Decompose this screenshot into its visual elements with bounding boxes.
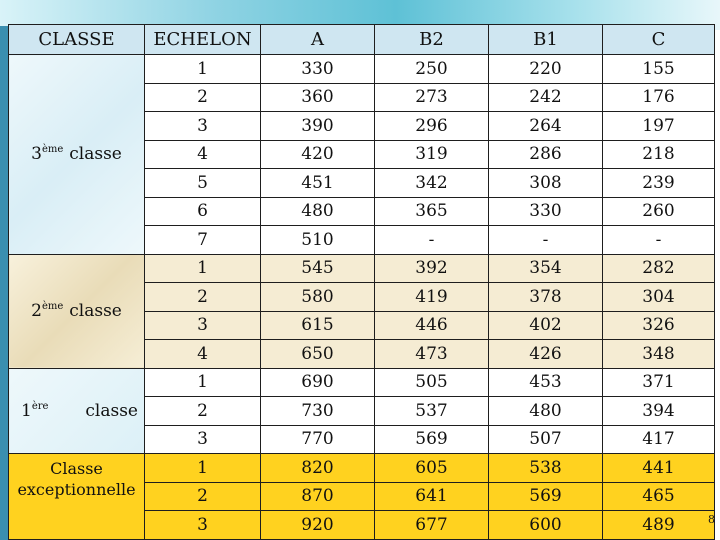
cell-echelon: 2 <box>145 397 261 426</box>
header-b2: B2 <box>375 25 489 55</box>
cell-c: 465 <box>603 482 715 511</box>
cell-a: 390 <box>261 112 375 141</box>
cell-b2: 342 <box>375 169 489 198</box>
cell-b1: 286 <box>489 140 603 169</box>
cell-c: 371 <box>603 368 715 397</box>
cell-echelon: 7 <box>145 226 261 255</box>
cell-echelon: 2 <box>145 283 261 312</box>
cell-a: 820 <box>261 454 375 483</box>
cell-b1: 354 <box>489 254 603 283</box>
cell-c: 489 <box>603 511 715 540</box>
cell-b1: - <box>489 226 603 255</box>
cell-b2: 273 <box>375 83 489 112</box>
cell-echelon: 1 <box>145 254 261 283</box>
cell-c: 155 <box>603 55 715 84</box>
table-row <box>9 55 715 84</box>
cell-a: 510 <box>261 226 375 255</box>
cell-b1: 402 <box>489 311 603 340</box>
cell-b1: 426 <box>489 340 603 369</box>
cell-b1: 378 <box>489 283 603 312</box>
group-label-2eme-classe: 2ème classe <box>9 254 145 368</box>
cell-c: 282 <box>603 254 715 283</box>
cell-c: 218 <box>603 140 715 169</box>
group-label-1ere-classe: 1ère classe <box>9 368 145 454</box>
cell-b2: 537 <box>375 397 489 426</box>
cell-b2: 392 <box>375 254 489 283</box>
cell-a: 360 <box>261 83 375 112</box>
cell-echelon: 2 <box>145 83 261 112</box>
cell-b1: 453 <box>489 368 603 397</box>
header-row <box>9 25 715 55</box>
cell-b1: 507 <box>489 425 603 454</box>
cell-c: 326 <box>603 311 715 340</box>
cell-b1: 264 <box>489 112 603 141</box>
group-label-3eme-classe: 3ème classe <box>9 55 145 255</box>
cell-b1: 330 <box>489 197 603 226</box>
cell-c: 260 <box>603 197 715 226</box>
cell-c: - <box>603 226 715 255</box>
cell-b2: 605 <box>375 454 489 483</box>
cell-b2: 365 <box>375 197 489 226</box>
cell-c: 417 <box>603 425 715 454</box>
cell-b1: 480 <box>489 397 603 426</box>
header-a: A <box>261 25 375 55</box>
cell-echelon: 6 <box>145 197 261 226</box>
cell-echelon: 2 <box>145 482 261 511</box>
cell-echelon: 1 <box>145 55 261 84</box>
cell-a: 480 <box>261 197 375 226</box>
cell-echelon: 4 <box>145 340 261 369</box>
cell-b1: 242 <box>489 83 603 112</box>
cell-b2: 250 <box>375 55 489 84</box>
cell-b1: 600 <box>489 511 603 540</box>
cell-a: 650 <box>261 340 375 369</box>
cell-echelon: 3 <box>145 311 261 340</box>
cell-a: 730 <box>261 397 375 426</box>
cell-a: 615 <box>261 311 375 340</box>
cell-c: 348 <box>603 340 715 369</box>
cell-c: 239 <box>603 169 715 198</box>
cell-b2: 505 <box>375 368 489 397</box>
cell-b1: 308 <box>489 169 603 198</box>
cell-a: 451 <box>261 169 375 198</box>
cell-echelon: 5 <box>145 169 261 198</box>
table-row <box>9 454 715 483</box>
cell-b2: 319 <box>375 140 489 169</box>
cell-c: 304 <box>603 283 715 312</box>
cell-a: 420 <box>261 140 375 169</box>
cell-a: 580 <box>261 283 375 312</box>
cell-a: 545 <box>261 254 375 283</box>
header-echelon: ECHELON <box>145 25 261 55</box>
cell-b2: 419 <box>375 283 489 312</box>
cell-a: 920 <box>261 511 375 540</box>
group-label-classe-exceptionnelle: Classe exceptionnelle <box>9 454 145 540</box>
table-row <box>9 368 715 397</box>
cell-echelon: 3 <box>145 511 261 540</box>
salary-grid-table <box>8 24 715 540</box>
cell-b1: 569 <box>489 482 603 511</box>
cell-c: 441 <box>603 454 715 483</box>
table-row <box>9 254 715 283</box>
cell-b2: 446 <box>375 311 489 340</box>
cell-a: 770 <box>261 425 375 454</box>
cell-echelon: 3 <box>145 425 261 454</box>
cell-b2: 296 <box>375 112 489 141</box>
cell-a: 330 <box>261 55 375 84</box>
header-classe: CLASSE <box>9 25 145 55</box>
header-b1: B1 <box>489 25 603 55</box>
cell-b2: 473 <box>375 340 489 369</box>
cell-b1: 538 <box>489 454 603 483</box>
page-number: 8 <box>708 513 715 526</box>
cell-c: 197 <box>603 112 715 141</box>
left-accent-strip <box>0 26 8 540</box>
cell-echelon: 4 <box>145 140 261 169</box>
cell-b2: 569 <box>375 425 489 454</box>
cell-echelon: 1 <box>145 368 261 397</box>
cell-echelon: 1 <box>145 454 261 483</box>
cell-echelon: 3 <box>145 112 261 141</box>
cell-b2: - <box>375 226 489 255</box>
cell-c: 176 <box>603 83 715 112</box>
header-c: C <box>603 25 715 55</box>
cell-c: 394 <box>603 397 715 426</box>
cell-a: 690 <box>261 368 375 397</box>
cell-b2: 641 <box>375 482 489 511</box>
cell-b1: 220 <box>489 55 603 84</box>
cell-b2: 677 <box>375 511 489 540</box>
cell-a: 870 <box>261 482 375 511</box>
